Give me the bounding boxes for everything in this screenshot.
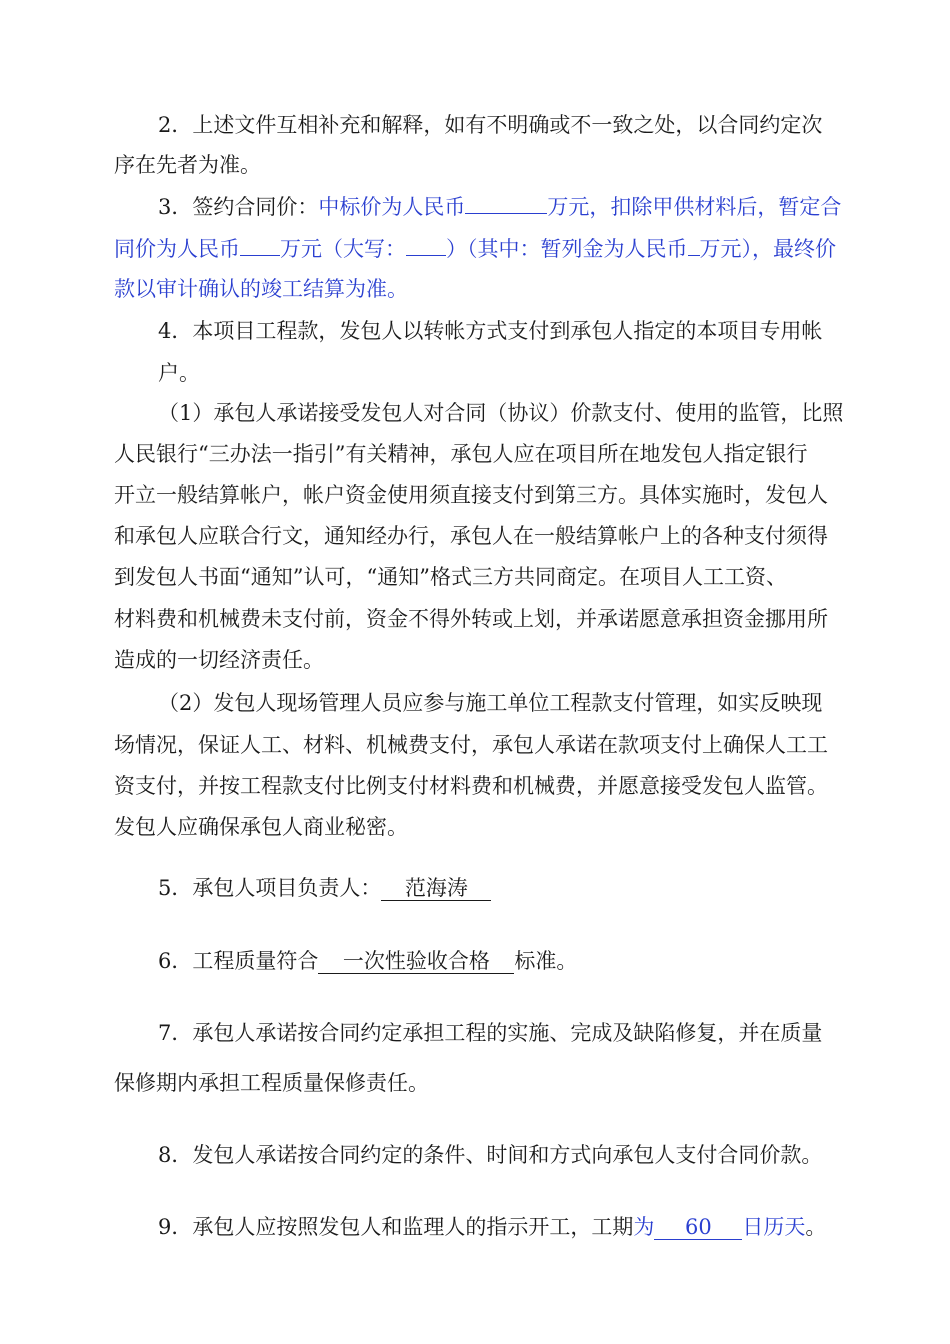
duration-unit: 日历天 — [742, 1215, 806, 1239]
para-7-line-1: 7．承包人承诺按合同约定承担工程的实施、完成及缺陷修复，并在质量 — [158, 1021, 823, 1045]
contract-price-label: 3．签约合同价： — [158, 195, 319, 219]
para-2-line-2: 序在先者为准。 — [114, 153, 261, 177]
provisional-sum-blank — [688, 255, 700, 256]
provisional-sum-text: ）（其中：暂列金为人民币 — [446, 237, 688, 261]
quality-label: 6．工程质量符合 — [158, 949, 319, 973]
provisional-price-blank — [240, 255, 280, 256]
para-4-line-1: 4．本项目工程款，发包人以转帐方式支付到承包人指定的本项目专用帐 — [158, 319, 823, 343]
quality-standard-value: 一次性验收合格 — [318, 949, 514, 974]
duration-prefix: 为 — [633, 1215, 655, 1239]
para-4-line-2: 户。 — [158, 361, 200, 385]
para-4-2-line-1: （2）发包人现场管理人员应参与施工单位工程款支付管理，如实反映现 — [158, 691, 823, 715]
para-4-1-line-4: 和承包人应联合行文，通知经办行，承包人在一般结算帐户上的各种支付须得 — [114, 524, 828, 548]
para-4-1-line-6: 材料费和机械费未支付前，资金不得外转或上划，并承诺愿意承担资金挪用所 — [114, 607, 828, 631]
para-3-line-2 — [114, 234, 836, 264]
bid-price-text: 中标价为人民币 — [318, 195, 466, 219]
bid-price-unit-text: 万元，扣除甲供材料后，暂定合 — [547, 195, 842, 219]
para-2-line-1: 2．上述文件互相补充和解释，如有不明确或不一致之处，以合同约定次 — [158, 113, 823, 137]
para-7-line-2: 保修期内承担工程质量保修责任。 — [114, 1071, 429, 1095]
para-3-line-1 — [158, 192, 841, 222]
project-manager-name: 范海涛 — [381, 876, 491, 901]
para-4-1-line-3: 开立一般结算帐户，帐户资金使用须直接支付到第三方。具体实施时，发包人 — [114, 483, 828, 507]
duration-days-value: 60 — [654, 1215, 742, 1240]
para-5 — [158, 873, 491, 903]
para-6 — [158, 946, 577, 976]
para-4-2-line-4: 发包人应确保承包人商业秘密。 — [114, 815, 408, 839]
quality-suffix: 标准。 — [514, 949, 578, 973]
duration-label: 9．承包人应按照发包人和监理人的指示开工，工期 — [158, 1215, 634, 1239]
para-4-1-line-2: 人民银行“三办法一指引”有关精神，承包人应在项目所在地发包人指定银行 — [114, 442, 808, 466]
para-3-line-3: 款以审计确认的竣工结算为准。 — [114, 277, 408, 301]
para-4-2-line-3: 资支付，并按工程款支付比例支付材料费和机械费，并愿意接受发包人监管。 — [114, 774, 828, 798]
duration-suffix: 。 — [805, 1215, 827, 1239]
para-8: 8．发包人承诺按合同约定的条件、时间和方式向承包人支付合同价款。 — [158, 1143, 823, 1167]
final-price-text: 万元），最终价 — [699, 237, 836, 261]
para-4-1-line-7: 造成的一切经济责任。 — [114, 648, 324, 672]
para-4-1-line-5: 到发包人书面“通知”认可，“通知”格式三方共同商定。在项目人工工资、 — [114, 565, 787, 589]
bid-price-blank — [465, 213, 547, 214]
para-9 — [158, 1212, 826, 1242]
capital-amount-text: 万元（大写： — [280, 237, 406, 261]
project-manager-label: 5．承包人项目负责人： — [158, 876, 382, 900]
provisional-price-text: 同价为人民币 — [114, 237, 240, 261]
para-4-2-line-2: 场情况，保证人工、材料、机械费支付，承包人承诺在款项支付上确保人工工 — [114, 733, 828, 757]
para-4-1-line-1: （1）承包人承诺接受发包人对合同（协议）价款支付、使用的监管，比照 — [158, 401, 844, 425]
capital-amount-blank — [406, 255, 446, 256]
